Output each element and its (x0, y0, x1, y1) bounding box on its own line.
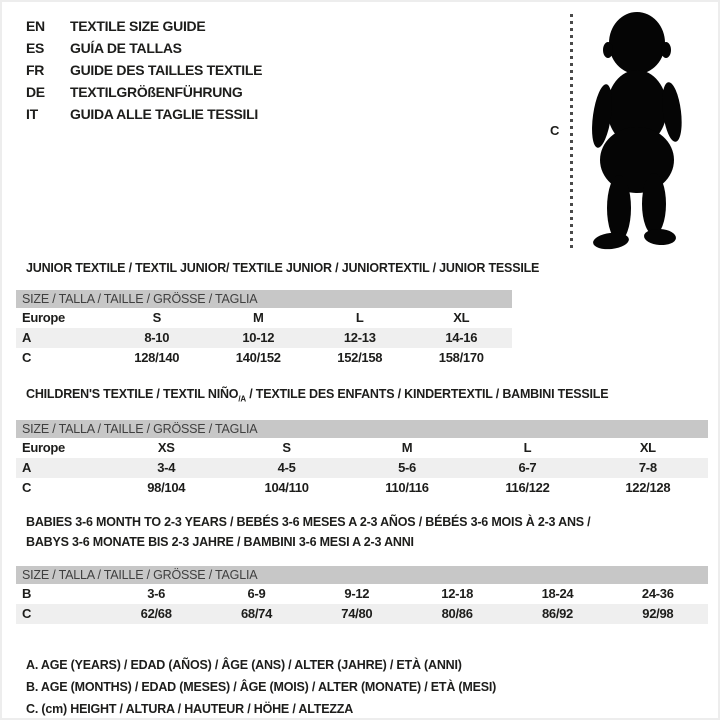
row-label: C (22, 605, 32, 621)
table-cell: 5-6 (398, 459, 416, 475)
table-cell: L (355, 310, 364, 325)
table-cell: 6-9 (247, 585, 266, 601)
language-row (26, 81, 262, 103)
table-cell: 110/116 (385, 479, 429, 495)
table-cell: 8-10 (144, 330, 170, 345)
size-section (16, 512, 708, 624)
language-code: IT (26, 106, 38, 122)
size-section (16, 384, 708, 498)
guide-content (16, 258, 708, 720)
table-cell: 6-7 (518, 459, 537, 475)
section-title (26, 258, 708, 278)
row-label: B (22, 585, 32, 601)
row-label: Europe (22, 310, 65, 325)
child-figure (542, 2, 712, 262)
section-title (26, 512, 708, 552)
language-label: TEXTILGRÖßENFÜHRUNG (70, 84, 243, 100)
size-table (16, 290, 512, 368)
language-label: GUIDE DES TAILLES TEXTILE (70, 62, 263, 78)
table-cell: 140/152 (235, 350, 281, 365)
table-cell: L (523, 439, 532, 455)
row-label: A (22, 330, 32, 345)
table-cell: XL (639, 439, 656, 455)
table-cell: 14-16 (445, 330, 478, 345)
table-cell: 9-12 (344, 585, 370, 601)
table-cell: 10-12 (242, 330, 275, 345)
table-cell: 80/86 (441, 605, 473, 621)
table-cell: 86/92 (541, 605, 573, 621)
table-header-bar: SIZE / TALLA / TAILLE / GRÖSSE / TAGLIA (16, 566, 708, 584)
table-cell: S (282, 439, 291, 455)
size-table (16, 566, 708, 624)
language-code: FR (26, 62, 45, 78)
section-title-text: /A (238, 394, 246, 404)
table-cell: 104/110 (264, 479, 309, 495)
table-cell: 122/128 (625, 479, 671, 495)
language-label: GUIDA ALLE TAGLIE TESSILI (70, 106, 258, 122)
table-row (16, 328, 512, 348)
table-header-bar: SIZE / TALLA / TAILLE / GRÖSSE / TAGLIA (16, 420, 708, 438)
table-cell: 3-4 (157, 459, 176, 475)
table-cell: M (252, 310, 264, 325)
row-label: C (22, 350, 32, 365)
table-cell: 152/158 (337, 350, 383, 365)
row-label: Europe (22, 439, 65, 455)
language-row (26, 15, 262, 37)
toddler-silhouette-shape (589, 12, 685, 251)
table-row (16, 348, 512, 368)
section-title-text: / TEXTILE DES ENFANTS / KINDERTEXTIL / BAMBINI TESSILE (245, 387, 609, 401)
table-row (16, 308, 512, 328)
language-list (26, 15, 262, 125)
section-title-text: JUNIOR TEXTILE / TEXTIL JUNIOR/ TEXTILE JUNIOR / JUNIORTEXTIL / JUNIOR TESSILE (26, 261, 540, 275)
section-title-text: BABYS 3-6 MONATE BIS 2-3 JAHRE / BAMBINI 3-6 MESI A 2-3 ANNI (26, 534, 414, 549)
table-row (16, 458, 708, 478)
table-cell: 158/170 (438, 350, 484, 365)
row-label: C (22, 479, 32, 495)
language-row (26, 37, 262, 59)
footnote-line: C. (cm) HEIGHT / ALTURA / HAUTEUR / HÖHE / ALTEZZA (26, 701, 354, 716)
language-code: EN (26, 18, 45, 34)
table-row (16, 604, 708, 624)
row-label: A (22, 459, 32, 475)
language-row (26, 103, 262, 125)
height-measure-label: C (550, 123, 560, 138)
table-row (16, 478, 708, 498)
table-cell: 98/104 (147, 479, 186, 495)
table-cell: 92/98 (642, 605, 674, 621)
table-cell: XS (157, 439, 175, 455)
table-row (16, 584, 708, 604)
footnotes (26, 654, 708, 720)
footnote-line: A. AGE (YEARS) / EDAD (AÑOS) / ÂGE (ANS) / ALTER (JAHRE) / ETÀ (ANNI) (26, 657, 462, 672)
size-table (16, 420, 708, 498)
section-title-text: BABIES 3-6 MONTH TO 2-3 YEARS / BEBÉS 3-6 MESES A 2-3 AÑOS / BÉBÉS 3-6 MOIS À 2-3 ANS / (26, 514, 591, 529)
height-measure-line (570, 14, 573, 252)
footnote-line: B. AGE (MONTHS) / EDAD (MESES) / ÂGE (MOIS) / ALTER (MONATE) / ETÀ (MESI) (26, 679, 497, 694)
toddler-silhouette-image (584, 10, 690, 252)
section-title (26, 384, 708, 410)
table-cell: M (401, 439, 413, 455)
table-cell: 128/140 (134, 350, 180, 365)
table-cell: 116/122 (505, 479, 550, 495)
table-cell: S (152, 310, 161, 325)
language-label: TEXTILE SIZE GUIDE (70, 18, 206, 34)
table-header-bar: SIZE / TALLA / TAILLE / GRÖSSE / TAGLIA (16, 290, 512, 308)
table-cell: 12-13 (343, 330, 376, 345)
table-cell: 18-24 (541, 585, 574, 601)
size-sections (16, 258, 708, 624)
table-cell: 74/80 (341, 605, 373, 621)
section-title-text: CHILDREN'S TEXTILE / TEXTIL NIÑO (26, 387, 239, 401)
size-section (16, 258, 708, 368)
table-cell: 4-5 (277, 459, 296, 475)
table-row (16, 438, 708, 458)
language-code: ES (26, 40, 45, 56)
table-cell: 68/74 (240, 605, 273, 621)
table-cell: 7-8 (638, 459, 657, 475)
table-cell: 3-6 (147, 585, 166, 601)
language-row (26, 59, 262, 81)
table-cell: 12-18 (441, 585, 474, 601)
table-cell: 24-36 (641, 585, 674, 601)
language-label: GUÍA DE TALLAS (70, 40, 182, 56)
table-cell: XL (453, 310, 470, 325)
table-cell: 62/68 (140, 605, 172, 621)
language-code: DE (26, 84, 45, 100)
